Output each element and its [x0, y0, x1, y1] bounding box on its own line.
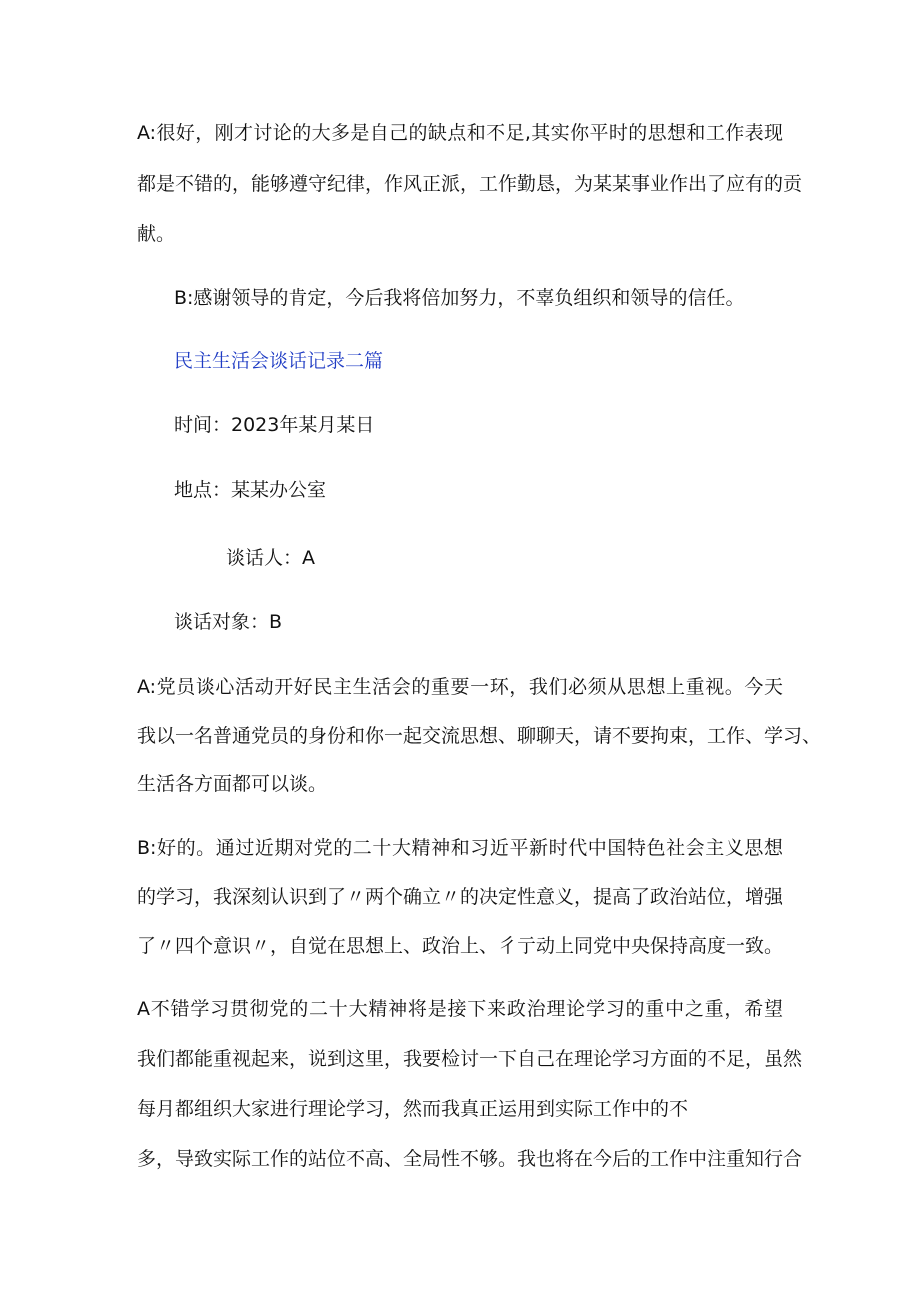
paragraph-line: B:感谢领导的肯定，今后我将倍加努力，不辜负组织和领导的信任。 — [174, 287, 745, 309]
meeting-target: 谈话对象：B — [174, 611, 283, 633]
paragraph-line: 多，导致实际工作的站位不高、全局性不够。我也将在今后的工作中注重知行合 — [137, 1148, 803, 1170]
paragraph-line: B:好的。通过近期对党的二十大精神和习近平新时代中国特色社会主义思想 — [137, 837, 783, 859]
meeting-place: 地点：某某办公室 — [174, 479, 327, 501]
meeting-time: 时间：2023年某月某日 — [174, 414, 375, 436]
paragraph-line: 我们都能重视起来，说到这里，我要检讨一下自己在理论学习方面的不足，虽然 — [137, 1048, 803, 1070]
paragraph-line: 生活各方面都可以谈。 — [137, 773, 328, 795]
paragraph-line: 献。 — [137, 223, 176, 245]
paragraph-line: 了〃四个意识〃，自觉在思想上、政治上、彳亍动上同党中央保持高度一致。 — [137, 935, 784, 957]
meeting-speaker: 谈话人：A — [226, 547, 315, 569]
paragraph-line: A:很好，刚才讨论的大多是自己的缺点和不足,其实你平时的思想和工作表现 — [137, 122, 783, 144]
paragraph-line: 每月都组织大家进行理论学习，然而我真正运用到实际工作中的不 — [137, 1098, 689, 1120]
paragraph-line: A:党员谈心活动开好民主生活会的重要一环，我们必须从思想上重视。今天 — [137, 676, 783, 698]
section-title: 民主生活会谈话记录二篇 — [174, 350, 384, 372]
paragraph-line: 都是不错的，能够遵守纪律，作风正派，工作勤恳，为某某事业作出了应有的贡 — [137, 173, 803, 195]
paragraph-line: 的学习，我深刻认识到了〃两个确立〃的决定性意义，提高了政治站位，增强 — [137, 886, 784, 908]
paragraph-line: A不错学习贯彻党的二十大精神将是接下来政治理论学习的重中之重，希望 — [137, 998, 783, 1020]
paragraph-line: 我以一名普通党员的身份和你一起交流思想、聊聊天，请不要拘束，工作、学习、 — [137, 725, 822, 747]
